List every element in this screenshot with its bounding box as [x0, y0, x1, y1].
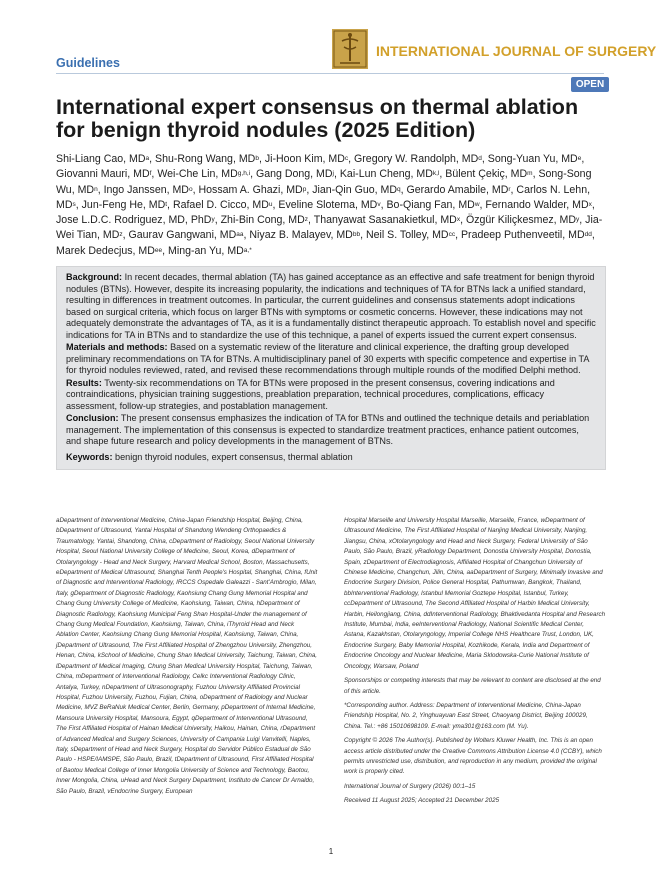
author-name: Bülent Çekiç, MD: [445, 168, 528, 181]
author-name: Özgür Kiliçkesmez, MD: [465, 214, 577, 227]
author-affiliation-marker: y: [576, 216, 580, 224]
author-name: Gang Dong, MD: [255, 168, 333, 181]
abstract-methods: [66, 342, 596, 377]
author-affiliation-marker: aa: [236, 231, 244, 239]
author-affiliation-marker: t: [165, 200, 168, 208]
author-name: Jia-Wei Tian, MD: [56, 214, 603, 242]
journal-citation: International Journal of Surgery (2026) 00:1–15: [344, 782, 476, 790]
author-affiliation-marker: u: [268, 200, 273, 208]
author-affiliation-marker: a,*: [243, 246, 252, 254]
author-affiliation-marker: w: [474, 200, 480, 208]
keywords-label: Keywords:: [66, 451, 113, 462]
author-name: Jun-Feng He, MD: [81, 198, 166, 211]
author-name: Hossam A. Ghazi, MD: [198, 183, 303, 196]
author-name: Shi-Liang Cao, MD: [56, 153, 146, 165]
author-name: Gregory W. Randolph, MD: [354, 153, 479, 165]
author-affiliation-marker: e: [577, 155, 582, 162]
author-affiliation-marker: s: [72, 200, 76, 208]
author-affiliation-marker: b: [255, 155, 259, 162]
background-label: Background:: [66, 272, 123, 282]
methods-text: Based on a systematic review of the literature and clinical experience, the drafting group developed preliminary recommendations on TA for BTNs. A multidisciplinary panel of 30 experts with specific competence and expertise in TA for thyroid nodules reviewed, rated, and revised these recommendations through multiple rounds of the modified Delphi method.: [66, 342, 589, 375]
journal-logo[interactable]: [332, 29, 657, 69]
author-affiliation-marker: q: [396, 185, 401, 193]
abstract-keywords: [66, 452, 596, 464]
author-name: Niyaz B. Malayev, MD: [249, 229, 353, 242]
author-name: Rafael D. Cicco, MD: [172, 198, 269, 211]
author-affiliation-marker: g,h,i: [237, 170, 251, 178]
author-list: Shi-Liang Cao, $MD^a$, Shu-Rong Wang, $MD^b$, Ji-Hoon Kim, $MD^c$, Gregory W. Randolph, $MD^d$, Song-Yuan Yu, MDe, Giovanni Mauri, $MD^f$, Wei-Che Lin, MD$^{g,h,i}$, Gang Dong, $MD^j$, Kai-Lun Cheng, MD$^{k,l}$, Bülent Çekiç, $MD^m$, Song-Song Wu, $MD^n$, Ingo Janssen, $MD^o$, Hossam A. Ghazi, $MD^p$, Jian-Qin Guo, $MD^q$, Gerardo Amabile, $MD^r$, Carlos N. Lehn, $MD^s$, Jun-Feng He, $MD^t$, Rafael D. Cicco, $MD^u$, Eveline Slotema, $MD^v$, Bo-Qiang Fan, $MD^w$, Fernando Walder, $MD^x$, Jose L.D.C. Rodriguez, MD, PhD$^y$, Zhi-Bin Cong, $MD^z$, Thanyawat Sasanakietkul, $MD^x$, Özgür Kiliçkesmez, $MD^y$, Jia-Wei Tian, $MD^z$, Gaurav Gangwani, $MD^{aa}$, Niyaz B. Malayev, $MD^{bb}$, Neil S. Tolley, $MD^{cc}$, Pradeep Puthenveetil, $MD^{dd}$, Marek Dedecjus, $MD^{ee}$, Ming-an Yu, $MD^{a,*}$: [56, 153, 603, 257]
author-affiliation-marker: m: [527, 170, 533, 178]
author-affiliation-marker: ee: [154, 246, 163, 254]
author-name: Marek Dedecjus, MD: [56, 244, 155, 257]
author-affiliation-marker: z: [304, 216, 309, 224]
sponsorship-note: Sponsorships or competing interests that may be relevant to content are disclosed at the end of this article.: [344, 677, 601, 695]
author-name: Jian-Qin Guo, MD: [312, 183, 397, 196]
corresponding-author: *Corresponding author. Address: Department of Interventional Medicine, China-Japan Friendship Hospital, No. 2, Yinghuayuan East Street, Chaoyang District, Beijing 100029, China. Tel.: +86 15010698109. E-mail: yma301@163.com (M. Yu).: [344, 701, 588, 730]
author-name: Ming-an Yu, MD: [168, 244, 244, 257]
author-name: Wei-Che Lin, MD: [157, 168, 238, 181]
abstract-results: [66, 378, 596, 413]
author-name: Ingo Janssen, MD: [103, 183, 189, 196]
page-number: 1: [328, 847, 334, 856]
author-name: Song-Yuan Yu, MD: [487, 153, 578, 165]
results-text: Twenty-six recommendations on TA for BTNs were proposed in the present consensus, covering indications and contraindications, physician training suggestions, preablation preparation, technical procedures, complications, efficacy assessment, follow-up strategies, and postablation management.: [66, 377, 555, 411]
affiliations-left-column: [56, 516, 318, 797]
section-divider: [56, 73, 604, 74]
author-name: Giovanni Mauri, MD: [56, 168, 150, 181]
article-title: International expert consensus on thermal ablation for benign thyroid nodules (2025 Edition): [56, 95, 579, 142]
affiliations-left-text: aDepartment of Interventional Medicine, China-Japan Friendship Hospital, Beijing, China, bDepartment of Ultrasound, Yantai Hospital of Shandong Wendeng Orthopaedics & Traumatology, Yantai, Shandong, China, cDepartment of Radiology, Seoul National University Hospital, Seoul National University College of Medicine, Seoul, Korea, dDepartment of Otolaryngology - Head and Neck Surgery, Harvard Medical School, Boston, Massachusetts, eDepartment of Medical Ultrasound, Shanghai Tenth People's Hospital, Shanghai, China, fUnit of Diagnostic and Interventional Radiology, IRCCS Ospedale Galeazzi - Sant'Ambrogio, Milan, Italy, gDepartment of Diagnostic Radiology, Kaohsiung Chang Gung Memorial Hospital and Chang Gung University College of Medicine, Kaohsiung, Taiwan, China, hDepartment of Diagnostic Radiology, Kaohsiung Municipal Feng Shan Hospital-Under the management of Chang Gung Medical Foundation, Kaohsiung, Taiwan, China, iThyroid Head and Neck Ablation Center, Kaohsiung Chang Gung Memorial Hospital, Kaohsiung, Taiwan, China, jDepartment of Ultrasound, The First Affiliated Hospital of Zhengzhou University, Zhengzhou, Henan, China, kSchool of Medicine, Chung Shan Medical University, Taichung, Taiwan, China, lDepartment of Medical Imaging, Chung Shan Medical University Hospital, Taichung, Taiwan, China, mDepartment of Interventional Radiology, Celkc Interventional Radiology Clinic, Antalya, Turkey, nDepartment of Ultrasonography, Fuzhou University Affiliated Provincial Hospital, Fuzhou University, Fuzhou, Fujian, China, oDepartment of Radiology and Nuclear Medicine, MVZ BeRaNuk Medical Center, Berlin, Germany, pDepartment of Internal Medicine, Mansoura University Hospital, Mansoura, Egypt, qDepartment of Interventional Ultrasound, The First Affiliated Hospital of Hainan Medical University, Haikou, Hainan, China, rDepartment of Advanced Medical and Surgery Sciences, University of Campania Luigi Vanvitelli, Naples, Italy, sDepartment of Head and Neck Surgery, Hospital do Servidor Público Estadual de São Paulo - HSPE/IAMSPE, São Paulo, Brazil, tDepartment of Ultrasound, First Affiliated Hospital of Baotou Medical College of Inner Mongolia University of Science and Technology, Baotou, Inner Mongolia, China, uHead and Neck Surgery Department, Instituto de Cancer Dr Arnaldo, São Paulo, Brazil, vEndocrine Surgery, European: [56, 517, 318, 795]
author-name: Fernando Walder, MD: [485, 198, 589, 211]
author-name: Gerardo Amabile, MD: [406, 183, 509, 196]
background-text: In recent decades, thermal ablation (TA) has gained acceptance as an effective and safe treatment for benign thyroid nodules (BTNs). However, despite its increasing popularity, the indications and techniques of TA for BTNs lack a unified standard, resulting in differences in treatment outcomes. In particular, the current guidelines and consensus statements adopt indications based on surgical criteria, which focus on larger BTNs with symptoms or cosmetic concerns. However, these indications may not adequately demonstrate the advantages of TA, as it is a fundamentally distinct therapeutic approach. To establish novel and specific indications for TA in BTNs and to standardize the use of this technique, a panel of experts issued the current expert consensus.: [66, 272, 596, 340]
author-affiliation-marker: o: [188, 185, 193, 193]
author-affiliation-marker: v: [377, 200, 381, 208]
author-affiliation-marker: j: [332, 170, 334, 178]
author-name: Eveline Slotema, MD: [278, 198, 378, 211]
keywords-text: benign thyroid nodules, expert consensus, thermal ablation: [112, 451, 353, 462]
results-label: Results:: [66, 377, 102, 388]
author-affiliation-marker: f: [149, 170, 152, 178]
received-dates: Received 11 August 2025; Accepted 21 December 2025: [344, 797, 500, 805]
author-name: Shu-Rong Wang, MD: [155, 153, 256, 165]
abstract-box: [56, 266, 606, 470]
author-name: Pradeep Puthenveetil, MD: [460, 229, 585, 242]
open-access-badge: OPEN: [571, 77, 609, 92]
author-affiliation-marker: d: [478, 155, 482, 162]
abstract-conclusion: [66, 413, 596, 448]
author-name: Carlos N. Lehn, MD: [56, 183, 591, 211]
author-affiliation-marker: x: [588, 200, 592, 208]
section-label: Guidelines: [56, 56, 120, 70]
author-affiliation-marker: x: [456, 216, 461, 224]
author-name: Thanyawat Sasanakietkul, MD: [313, 214, 457, 227]
conclusion-text: The present consensus emphasizes the indication of TA for BTNs and outlined the technique details and periablation management. The implementation of this consensus is expected to standardize treatment practices, enhance patient outcomes, and shape future research and policy developments in the management of BTNs.: [66, 413, 590, 446]
author-name: Ji-Hoon Kim, MD: [264, 153, 345, 165]
journal-name: INTERNATIONAL JOURNAL OF SURGERY: [376, 43, 657, 59]
author-name: Song-Song Wu, MD: [56, 168, 592, 196]
methods-label: Materials and methods:: [66, 342, 168, 352]
affiliations-right-text: Hospital Marseille and University Hospital Marseille, Marseille, France, wDepartment of Ultrasound Medicine, The First Affiliated Hospital of Nanjing Medical University, Nanjing, Jiangsu, China, xOtolaryngology and Head and Neck Surgery, Federal University of São Paulo, São Paulo, Brazil, yRadiology Department, Donostia University Hospital, Donostia, Spain, zDepartment of Electrodiagnosis, Affiliated Hospital of Changchun University of Chinese Medicine, Changchun, Jilin, China, aaDepartment of Surgery, Minimally Invasive and Endocrine Surgery Division, Police General Hospital, Pathumwan, Bangkok, Thailand, bbInterventional Radiology, Istanbul Memorial Goztepe Hospital, Istanbul, Turkey, ccDepartment of Ultrasound, The Second Affiliated Hospital of Harbin Medical University, Harbin, Heilongjiang, China, ddInterventional Radiology, Bhaktivedanta Hospital and Research Institute, Mumbai, India, eeInterventional Radiology, National Scientific Medical Center, Astana, Kazakhstan, Otolaryngology, Imperial College NHS Healthcare Trust, London, UK, Endocrine Surgery, Baby Memorial Hospital, Kozhikode, Kerala, India and Department of Endocrine Oncology and Nuclear Medicine, Maria Sklodowska-Curie National Institute of Oncology, Warsaw, Poland: [344, 517, 606, 670]
conclusion-label: Conclusion:: [66, 413, 119, 423]
author-name: Jose L.D.C. Rodriguez, MD, PhD: [56, 214, 212, 227]
author-affiliation-marker: p: [302, 185, 307, 193]
author-affiliation-marker: dd: [584, 231, 592, 239]
author-name: Neil S. Tolley, MD: [365, 229, 449, 242]
journal-emblem-icon: [332, 29, 368, 69]
author-affiliation-marker: n: [94, 185, 98, 193]
author-affiliation-marker: r: [508, 185, 511, 193]
author-affiliation-marker: z: [119, 231, 123, 239]
author-name: Kai-Lun Cheng, MD: [339, 168, 433, 181]
author-affiliation-marker: k,l: [432, 170, 440, 178]
author-name: Bo-Qiang Fan, MD: [386, 198, 475, 211]
author-affiliation-marker: bb: [352, 231, 361, 239]
author-name: Zhi-Bin Cong, MD: [220, 214, 305, 227]
affiliations-right-column: [344, 516, 606, 811]
author-affiliation-marker: y: [211, 216, 215, 224]
abstract-background: [66, 272, 596, 341]
author-name: Gaurav Gangwani, MD: [128, 229, 237, 242]
author-affiliation-marker: a: [145, 155, 150, 162]
author-affiliation-marker: cc: [448, 231, 456, 239]
copyright-note: Copyright © 2026 The Author(s). Published by Wolters Kluwer Health, Inc. This is an open access article distributed under the Creative Commons Attribution License 4.0 (CCBY), which permits unrestricted use, distribution, and reproduction in any medium, provided the original work is properly cited.: [344, 737, 602, 776]
author-affiliation-marker: c: [344, 155, 349, 162]
